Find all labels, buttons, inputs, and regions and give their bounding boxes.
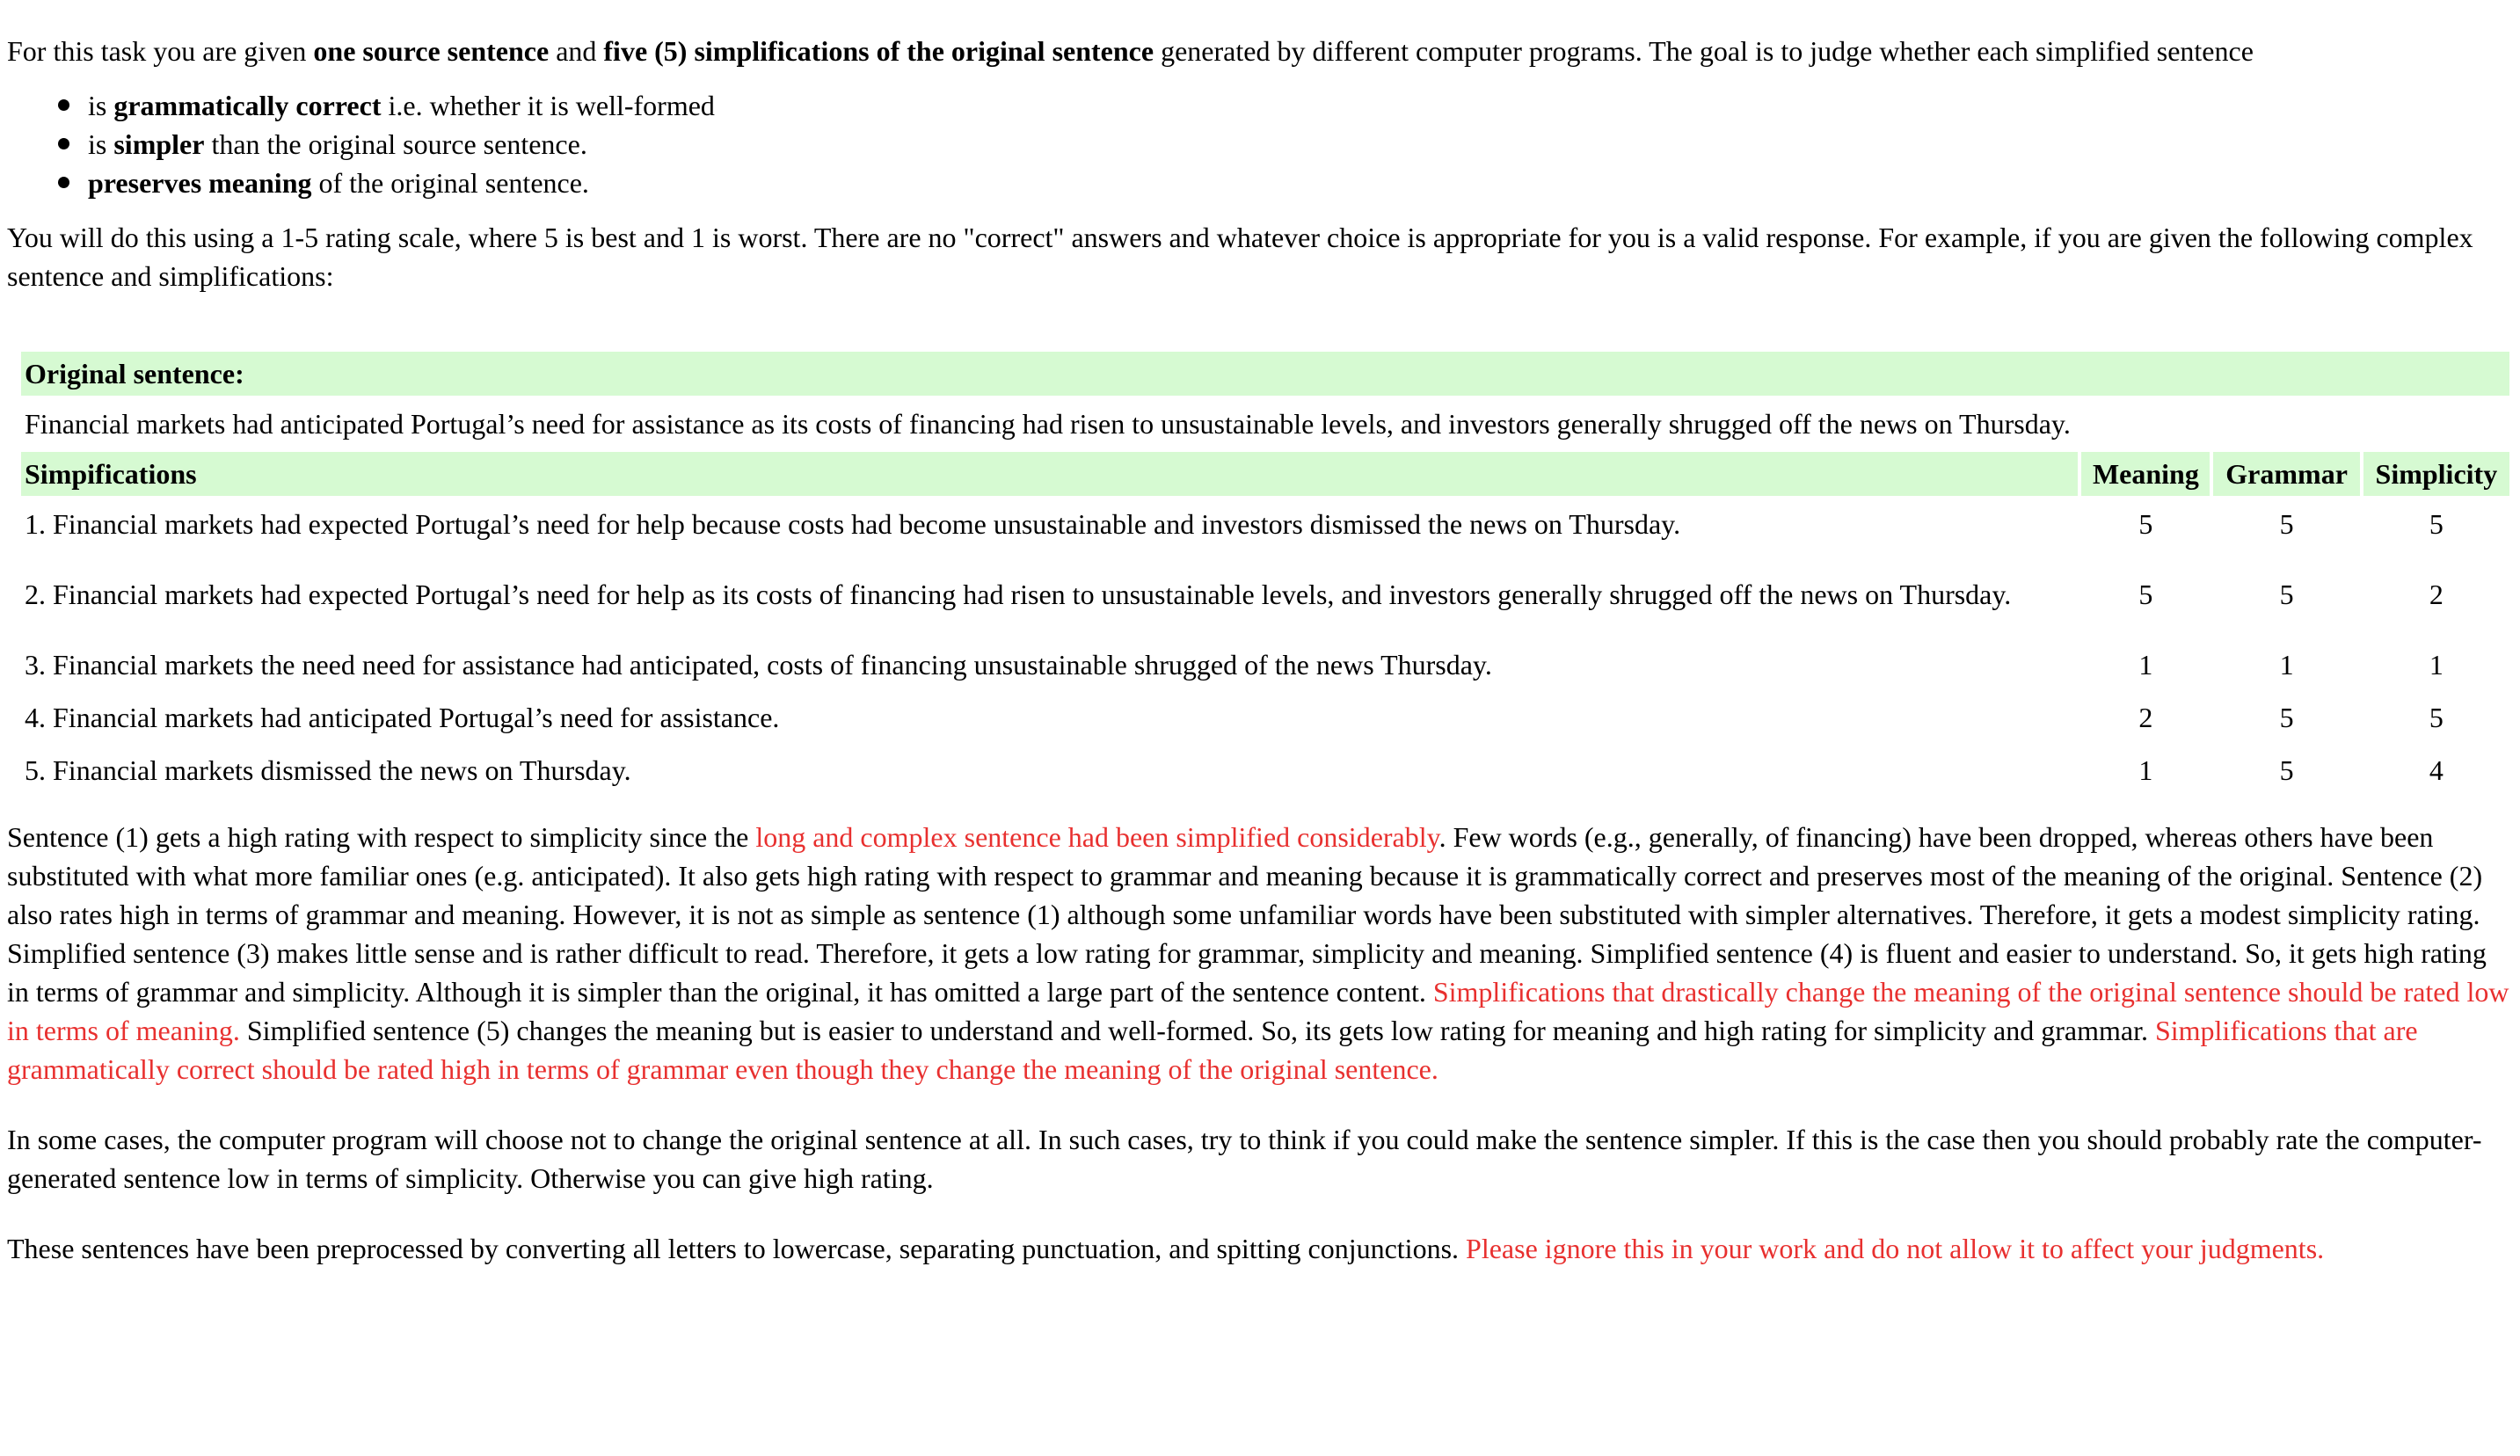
intro-bold-source: one source sentence: [313, 35, 550, 67]
highlight-grammar-rule: Simplifications that are grammatically correct should be rated high in terms of grammar even though they change the meaning of the original sentence.: [7, 1015, 2418, 1085]
preprocessing-paragraph: These sentences have been preprocessed by converting all letters to lowercase, separating punctuation, and spitting conjunctions. Please ignore this in your work and do not allow it to affect your judgments.: [7, 1233, 2325, 1264]
rating-scale-text: You will do this using a 1-5 rating scale, where 5 is best and 1 is worst. There are no "correct" answers and whatever choice is appropriate for you is a valid response. For example, if you are given the following complex sentence and simplifications:: [7, 222, 2473, 292]
highlight-ignore-note: Please ignore this in your work and do not allow it to affect your judgments.: [1466, 1233, 2325, 1264]
task-intro: [7, 32, 2469, 70]
simplicity-score: 4: [2429, 754, 2444, 786]
table-row: [21, 552, 2509, 637]
simplicity-column-header: Simplicity: [2363, 452, 2509, 496]
meaning-score: 1: [2138, 649, 2153, 681]
criteria-item-grammar: is grammatically correct i.e. whether it is well-formed: [88, 86, 2513, 125]
simplification-text: 2. Financial markets had expected Portugal’s need for help as its costs of financing had risen to unsustainable levels, and investors generally shrugged off the news on Thursday.: [25, 579, 2012, 610]
criteria-item-meaning: preserves meaning of the original sentence.: [88, 164, 2513, 202]
table-row: [21, 746, 2509, 795]
unchanged-sentence-paragraph: In some cases, the computer program will choose not to change the original sentence at all. In such cases, try to think if you could make the sentence simpler. If this is the case then you should probably rate the computer-generated sentence low in terms of simplicity. Otherwise you can give high rating.: [7, 1124, 2482, 1194]
table-row: [21, 640, 2509, 689]
original-sentence-text: Financial markets had anticipated Portugal’s need for assistance as its costs of financing had risen to unsustainable levels, and investors generally shrugged off the news on Thursday.: [25, 408, 2071, 440]
intro-text-3: generated by different computer programs. The goal is to judge whether each simplified sentence: [1154, 35, 2254, 67]
intro-text-1: For this task you are given: [7, 35, 314, 67]
simplification-text: 3. Financial markets the need need for assistance had anticipated, costs of financing unsustainable shrugged of the news Thursday.: [25, 649, 1492, 681]
simplicity-score: 5: [2429, 508, 2444, 540]
criteria-list: [7, 86, 2513, 202]
meaning-score: 2: [2138, 702, 2153, 733]
intro-bold-simplifications: five (5) simplifications of the original sentence: [603, 35, 1154, 67]
meaning-score: 5: [2138, 508, 2153, 540]
criteria-item-simpler: is simpler than the original source sentence.: [88, 125, 2513, 164]
simplification-text: 4. Financial markets had anticipated Portugal’s need for assistance.: [25, 702, 780, 733]
highlight-meaning-rule: Simplifications that drastically change the meaning of the original sentence should be rated low in terms of meaning.: [7, 976, 2509, 1046]
grammar-score: 5: [2279, 754, 2294, 786]
simplicity-score: 1: [2429, 649, 2444, 681]
explanation-paragraph: Sentence (1) gets a high rating with respect to simplicity since the long and complex sentence had been simplified considerably. Few words (e.g., generally, of financing) have been dropped, whereas others have been substituted with what more familiar ones (e.g. anticipated). It also gets high rating with respect to grammar and meaning because it is grammatically correct and preserves most of the meaning of the original. Sentence (2) also rates high in terms of grammar and meaning. However, it is not as simple as sentence (1) although some unfamiliar words have been substituted with simpler alternatives. Therefore, it gets a modest simplicity rating. Simplified sentence (3) makes little sense and is rather difficult to read. Therefore, it gets a low rating for grammar, simplicity and meaning. Simplified sentence (4) is fluent and easier to understand. So, it gets high rating in terms of grammar and simplicity. Although it is simpler than the original, it has omitted a large part of the sentence content. Simplifications that drastically change the meaning of the original sentence should be rated low in terms of meaning. Simplified sentence (5) changes the meaning but is easier to understand and well-formed. So, its gets low rating for meaning and high rating for simplicity and grammar. Simplifications that are grammatically correct should be rated high in terms of grammar even though they change the meaning of the original sentence.: [7, 821, 2509, 1085]
simplification-text: 1. Financial markets had expected Portugal’s need for help because costs had become unsustainable and investors dismissed the news on Thursday.: [25, 508, 1681, 540]
simplicity-score: 2: [2429, 579, 2444, 610]
simplification-text: 5. Financial markets dismissed the news on Thursday.: [25, 754, 631, 786]
meaning-score: 1: [2138, 754, 2153, 786]
example-table: [18, 348, 2513, 798]
meaning-column-header: Meaning: [2081, 452, 2210, 496]
intro-text-2: and: [549, 35, 604, 67]
highlight-simplified: long and complex sentence had been simplified considerably: [755, 821, 1439, 853]
original-sentence-label: Original sentence:: [21, 352, 2509, 396]
table-row: [21, 693, 2509, 742]
grammar-column-header: Grammar: [2213, 452, 2359, 496]
simplifications-header: Simpifications: [21, 452, 2078, 496]
simplicity-score: 5: [2429, 702, 2444, 733]
grammar-score: 1: [2279, 649, 2294, 681]
table-row: [21, 499, 2509, 549]
meaning-score: 5: [2138, 579, 2153, 610]
grammar-score: 5: [2279, 702, 2294, 733]
grammar-score: 5: [2279, 508, 2294, 540]
grammar-score: 5: [2279, 579, 2294, 610]
